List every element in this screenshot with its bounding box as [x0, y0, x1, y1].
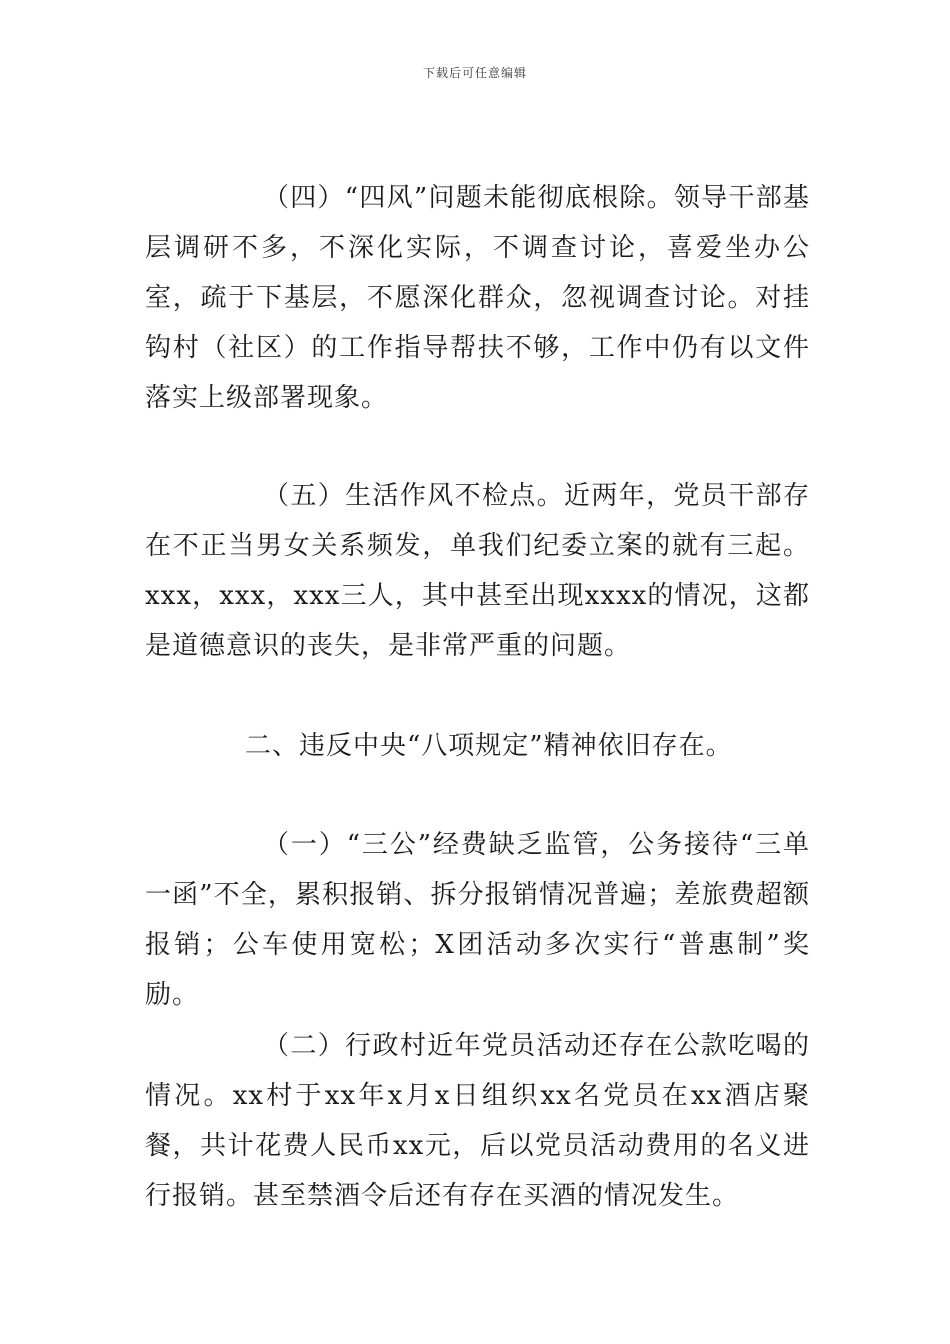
header-note: 下载后可任意编辑 [422, 66, 527, 80]
section-heading-eight-rules: 二、违反中央“八项规定”精神依旧存在。 [245, 731, 733, 761]
paragraph-four-winds: （四）“四风”问题未能彻底根除。领导干部基层调研不多，不深化实际，不调查讨论，喜爱坐办公室，疏于下基层，不愿深化群众，忽视调查讨论。对挂钩村（社区）的工作指导帮扶不够，工作中仍有以文件落实上级部署现象。 [145, 183, 810, 413]
paragraph-village-dining: （二）行政村近年党员活动还存在公款吃喝的情况。xx村于xx年x月x日组织xx名党员在xx酒店聚餐，共计花费人民币xx元，后以党员活动费用的名义进行报销。甚至禁酒令后还有存在买酒的情况发生。 [145, 1031, 810, 1211]
paragraph-lifestyle: （五）生活作风不检点。近两年，党员干部存在不正当男女关系频发，单我们纪委立案的就有三起。xxx，xxx，xxx三人，其中甚至出现xxxx的情况，这都是道德意识的丧失，是非常严重的问题。 [145, 481, 810, 661]
paragraph-three-public-expenses: （一）“三公”经费缺乏监管，公务接待“三单一函”不全，累积报销、拆分报销情况普遍；差旅费超额报销；公车使用宽松；X团活动多次实行“普惠制”奖励。 [145, 830, 810, 1010]
